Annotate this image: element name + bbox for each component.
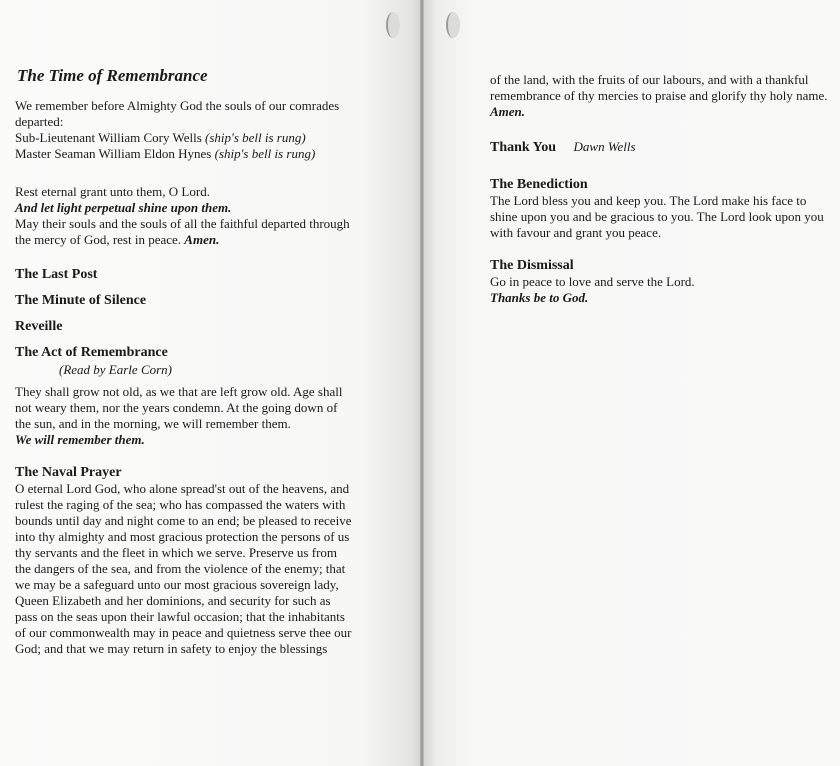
naval-prayer-text: O eternal Lord God, who alone spread'st out of the heavens, and rulest the raging of the sea; who has compassed the waters with bounds until day and night come to an end; be pleased to receive into thy almighty and most gracious protection the persons of us thy servants and the fleet in which we serve. Preserve us from the dangers of the sea, and from the violence of the enemy; that we may be a safeguard unto our most gracious sovereign lady, Queen Elizabeth and her dominions, and security for such as pass on the seas upon their lawful occasion; that the inhabitants of our commonwealth may in peace and quietness serve thee our God; and that we may return in safety to enjoy the blessings — [15, 481, 352, 656]
reveille-section — [15, 318, 355, 335]
last-post-section — [15, 266, 355, 283]
dismissal-heading: The Dismissal — [490, 258, 574, 273]
booklet-spine — [420, 0, 424, 766]
benediction-text: The Lord bless you and keep you. The Lord make his face to shine upon you and be gracious to you. The Lord look upon you with favour and grant you peace. — [490, 193, 824, 240]
bell-note-1: (ship's bell is rung) — [205, 130, 306, 145]
act-reader: (Read by Earle Corn) — [59, 362, 173, 377]
binding-hole-left — [386, 12, 400, 38]
dismissal-response: Thanks be to God. — [490, 290, 589, 305]
right-page-content — [490, 72, 830, 320]
thank-you-section — [490, 138, 830, 156]
act-response: We will remember them. — [15, 432, 145, 447]
prayer-continued-block — [490, 72, 830, 120]
souls-line — [15, 216, 355, 248]
remember-intro: We remember before Almighty God the souls of our comrades departed: — [15, 98, 340, 129]
naval-prayer-section — [15, 464, 355, 657]
last-post-heading: The Last Post — [15, 267, 98, 282]
page-title: The Time of Remembrance — [17, 66, 208, 85]
reveille-heading: Reveille — [15, 319, 63, 334]
naval-prayer-heading: The Naval Prayer — [15, 465, 122, 480]
minute-silence-heading: The Minute of Silence — [15, 293, 147, 308]
benediction-section — [490, 176, 830, 241]
binding-hole-right — [446, 12, 460, 38]
souls-amen: Amen. — [184, 232, 220, 247]
prayer-amen: Amen. — [490, 104, 526, 119]
name-line-1 — [15, 130, 355, 146]
prayer-continued — [490, 72, 830, 120]
act-of-remembrance-section — [15, 344, 355, 448]
remembrance-names-block — [15, 98, 355, 162]
souls-text: May their souls and the souls of all the faithful departed through the mercy of God, rest in peace. — [15, 216, 350, 247]
thank-you-name: Dawn Wells — [573, 139, 636, 154]
act-heading: The Act of Remembrance — [15, 345, 168, 360]
name-line-2 — [15, 146, 355, 162]
bell-note-2: (ship's bell is rung) — [214, 146, 316, 161]
left-page-content — [15, 66, 355, 657]
response-line: And let light perpetual shine upon them. — [15, 200, 232, 215]
rest-line: Rest eternal grant unto them, O Lord. — [15, 184, 210, 199]
dismissal-text: Go in peace to love and serve the Lord. — [490, 274, 695, 289]
benediction-heading: The Benediction — [490, 177, 588, 192]
name-2: Master Seaman William Eldon Hynes — [15, 146, 212, 161]
minute-silence-section — [15, 292, 355, 309]
dismissal-section — [490, 257, 830, 306]
name-1: Sub-Lieutenant William Cory Wells — [15, 130, 202, 145]
thank-you-line — [490, 138, 830, 156]
act-text: They shall grow not old, as we that are left grow old. Age shall not weary them, nor the years condemn. At the going down of the sun, and in the morning, we will remember them. — [15, 384, 343, 431]
thank-you-heading: Thank You — [490, 140, 557, 155]
prayer-continued-text: of the land, with the fruits of our labours, and with a thankful remembrance of thy mercies to praise and glorify thy holy name. — [490, 72, 828, 103]
rest-eternal-block — [15, 184, 355, 248]
